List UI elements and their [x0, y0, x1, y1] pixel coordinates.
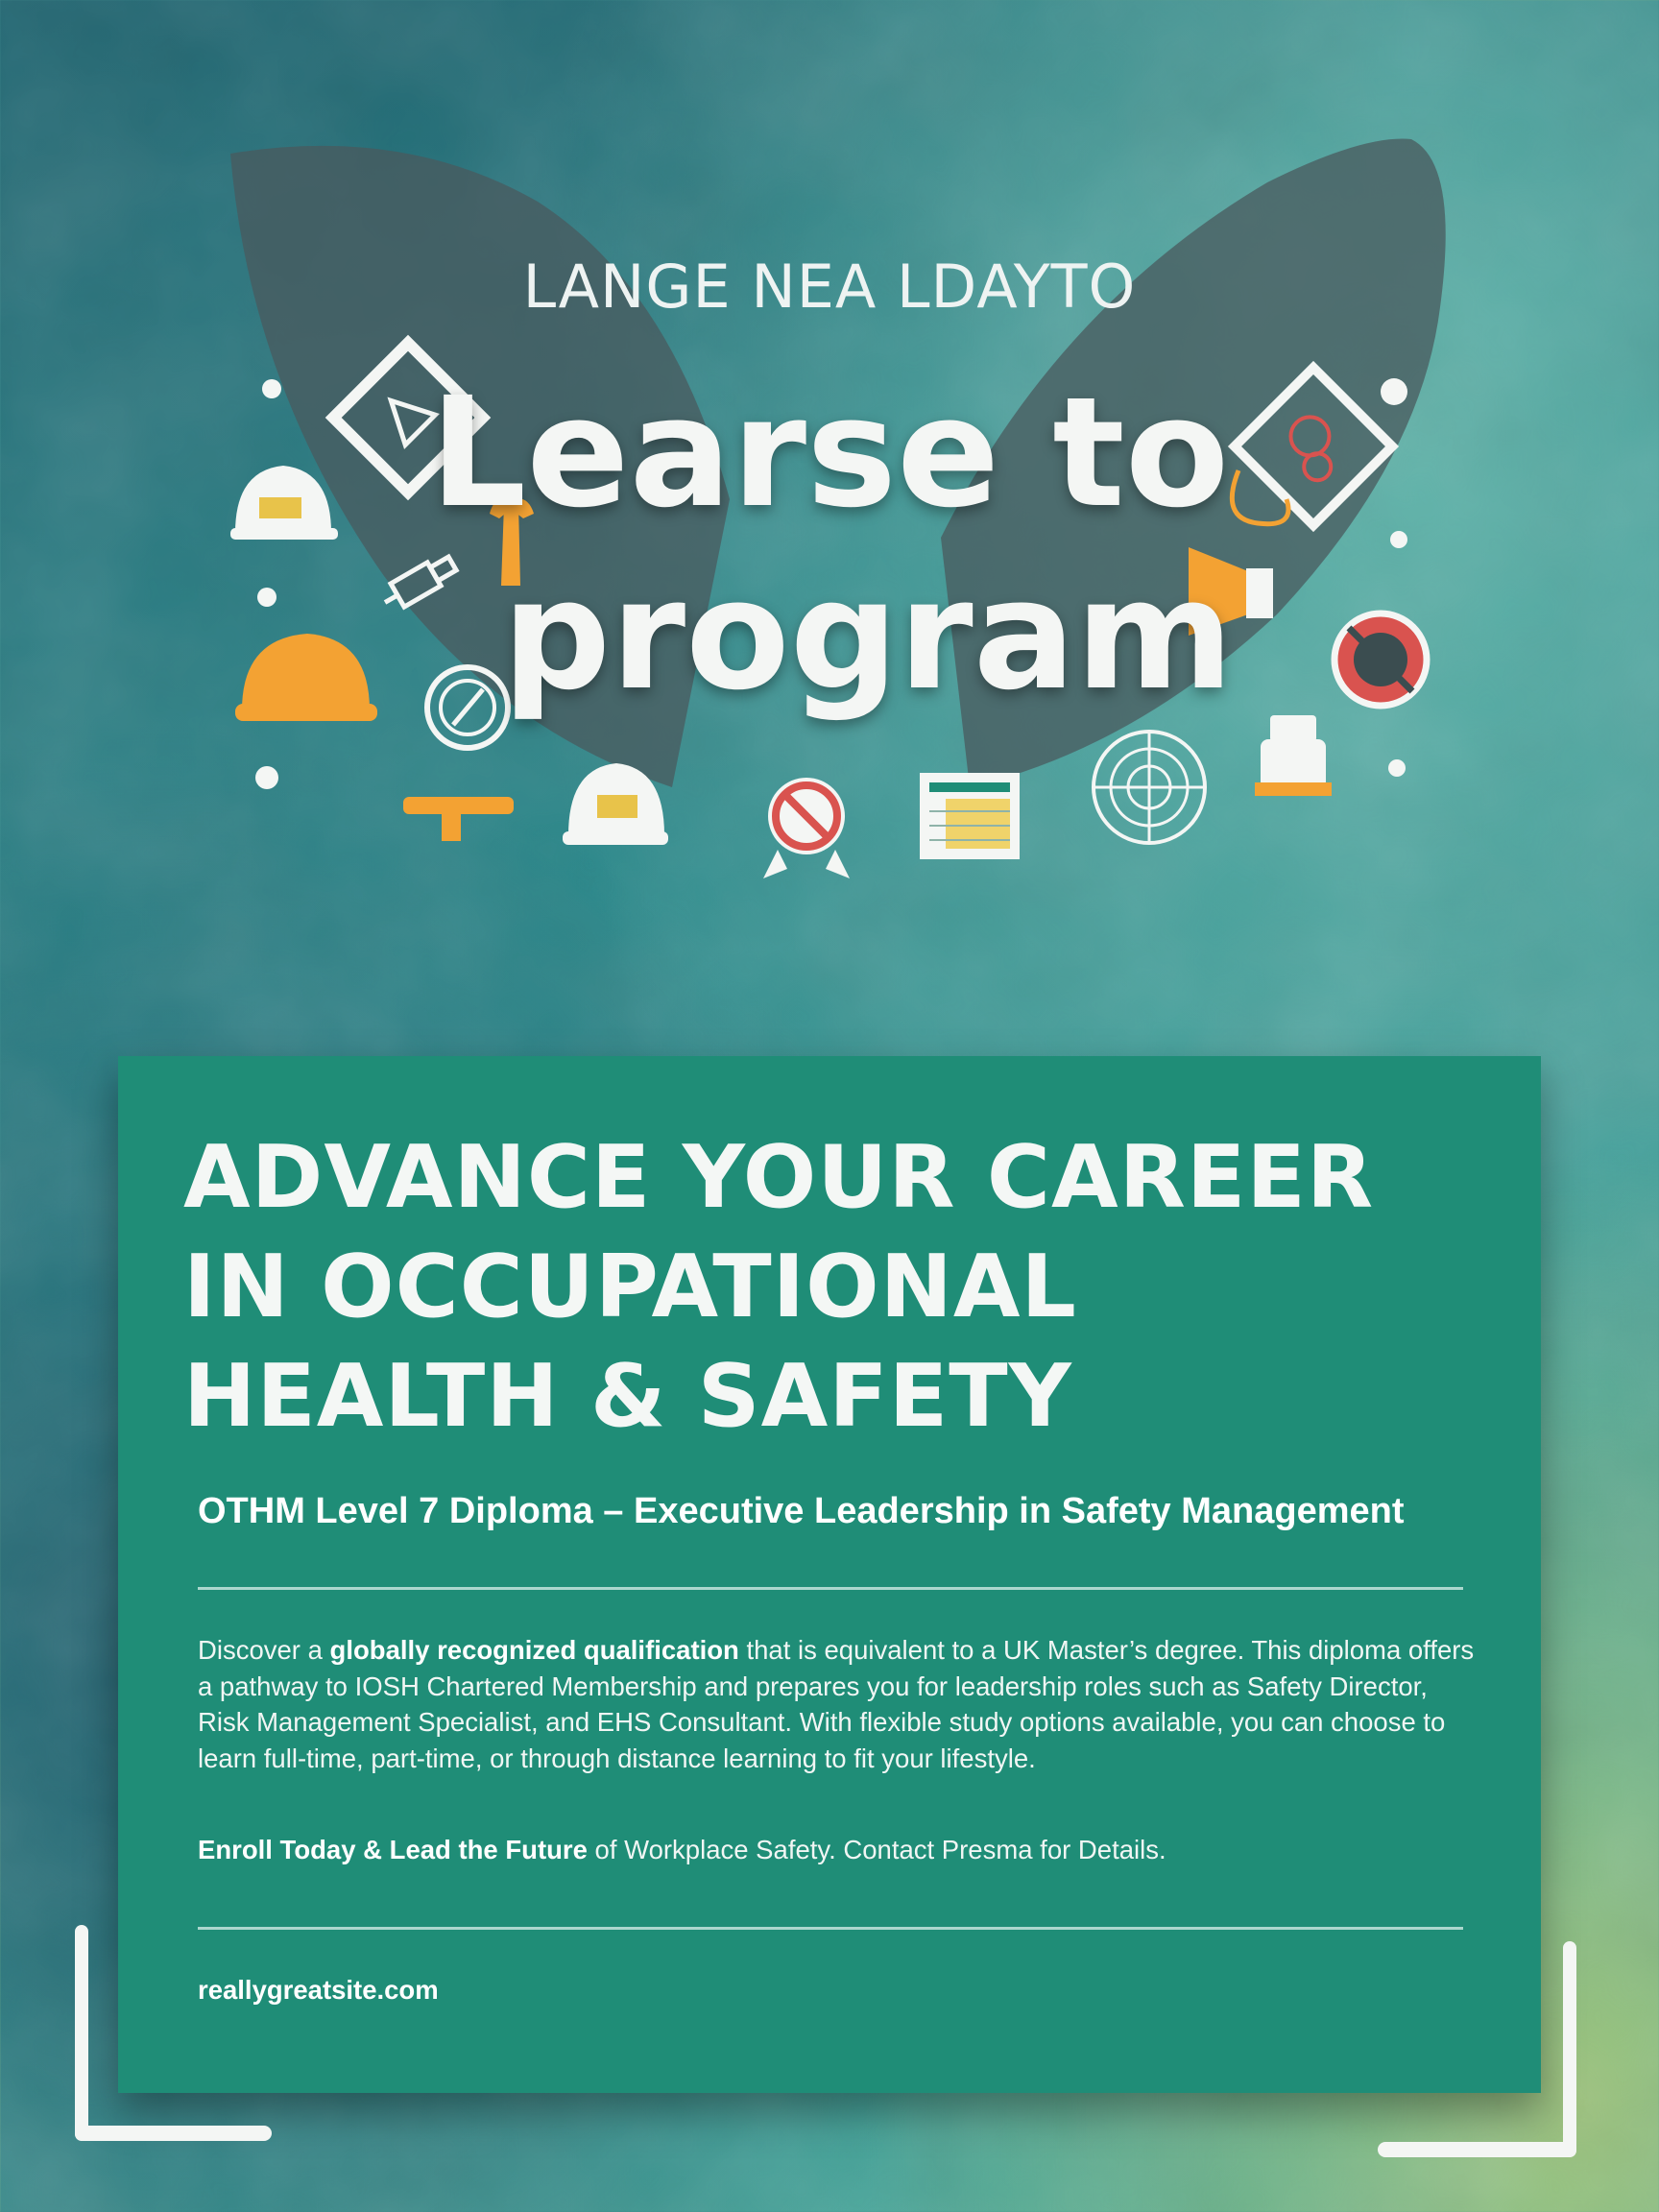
- spreadsheet-icon: [920, 773, 1020, 859]
- headline: [183, 1123, 1508, 1452]
- hero-top-text: LANGE NEA LDAYTO: [522, 252, 1137, 322]
- corner-bracket-right-vertical: [1563, 1941, 1576, 2157]
- corner-bracket-left-horizontal: [75, 2126, 272, 2141]
- no-entry-badge-icon: [763, 778, 850, 878]
- description-highlight: globally recognized qualification: [329, 1635, 739, 1665]
- bottle-icon: [1255, 715, 1332, 796]
- corner-bracket-left-vertical: [75, 1925, 88, 2141]
- light-dot: [255, 766, 278, 789]
- call-to-action: [198, 1832, 1484, 1868]
- corner-bracket-right-horizontal: [1378, 2142, 1576, 2157]
- hero-title-line1: Learse to: [429, 365, 1230, 541]
- info-card: [118, 1056, 1541, 2093]
- headline-line: IN OCCUPATIONAL: [183, 1237, 1077, 1337]
- cta-rest: of Workplace Safety. Contact Presma for Details.: [587, 1835, 1166, 1864]
- light-dot: [1388, 759, 1406, 777]
- hero-illustration: [0, 0, 1659, 960]
- level-tool-icon: [403, 797, 514, 841]
- description-rest: that is equivalent to a UK Master’s degree. This diploma offers a pathway to IOSH Chartered Membership and prepares you for leadership roles such as Safety Director, Risk Management Specialist, and EHS Consultant. With flexible study options available, you can choose to learn full-time, part-time, or through distance learning to fit your lifestyle.: [198, 1635, 1475, 1773]
- headline-line: ADVANCE YOUR CAREER: [183, 1127, 1375, 1228]
- radar-target-icon: [1094, 732, 1205, 843]
- description-paragraph: [198, 1632, 1484, 1776]
- divider: [198, 1587, 1463, 1590]
- cta-highlight: Enroll Today & Lead the Future: [198, 1835, 588, 1864]
- hero-title-line2: program: [502, 547, 1234, 724]
- website-link[interactable]: reallygreatsite.com: [198, 1975, 439, 2005]
- headline-line: HEALTH & SAFETY: [183, 1346, 1072, 1447]
- diploma-subtitle: OTHM Level 7 Diploma – Executive Leadership in Safety Management: [198, 1491, 1405, 1531]
- description-lead: Discover a: [198, 1635, 330, 1665]
- divider: [198, 1927, 1463, 1930]
